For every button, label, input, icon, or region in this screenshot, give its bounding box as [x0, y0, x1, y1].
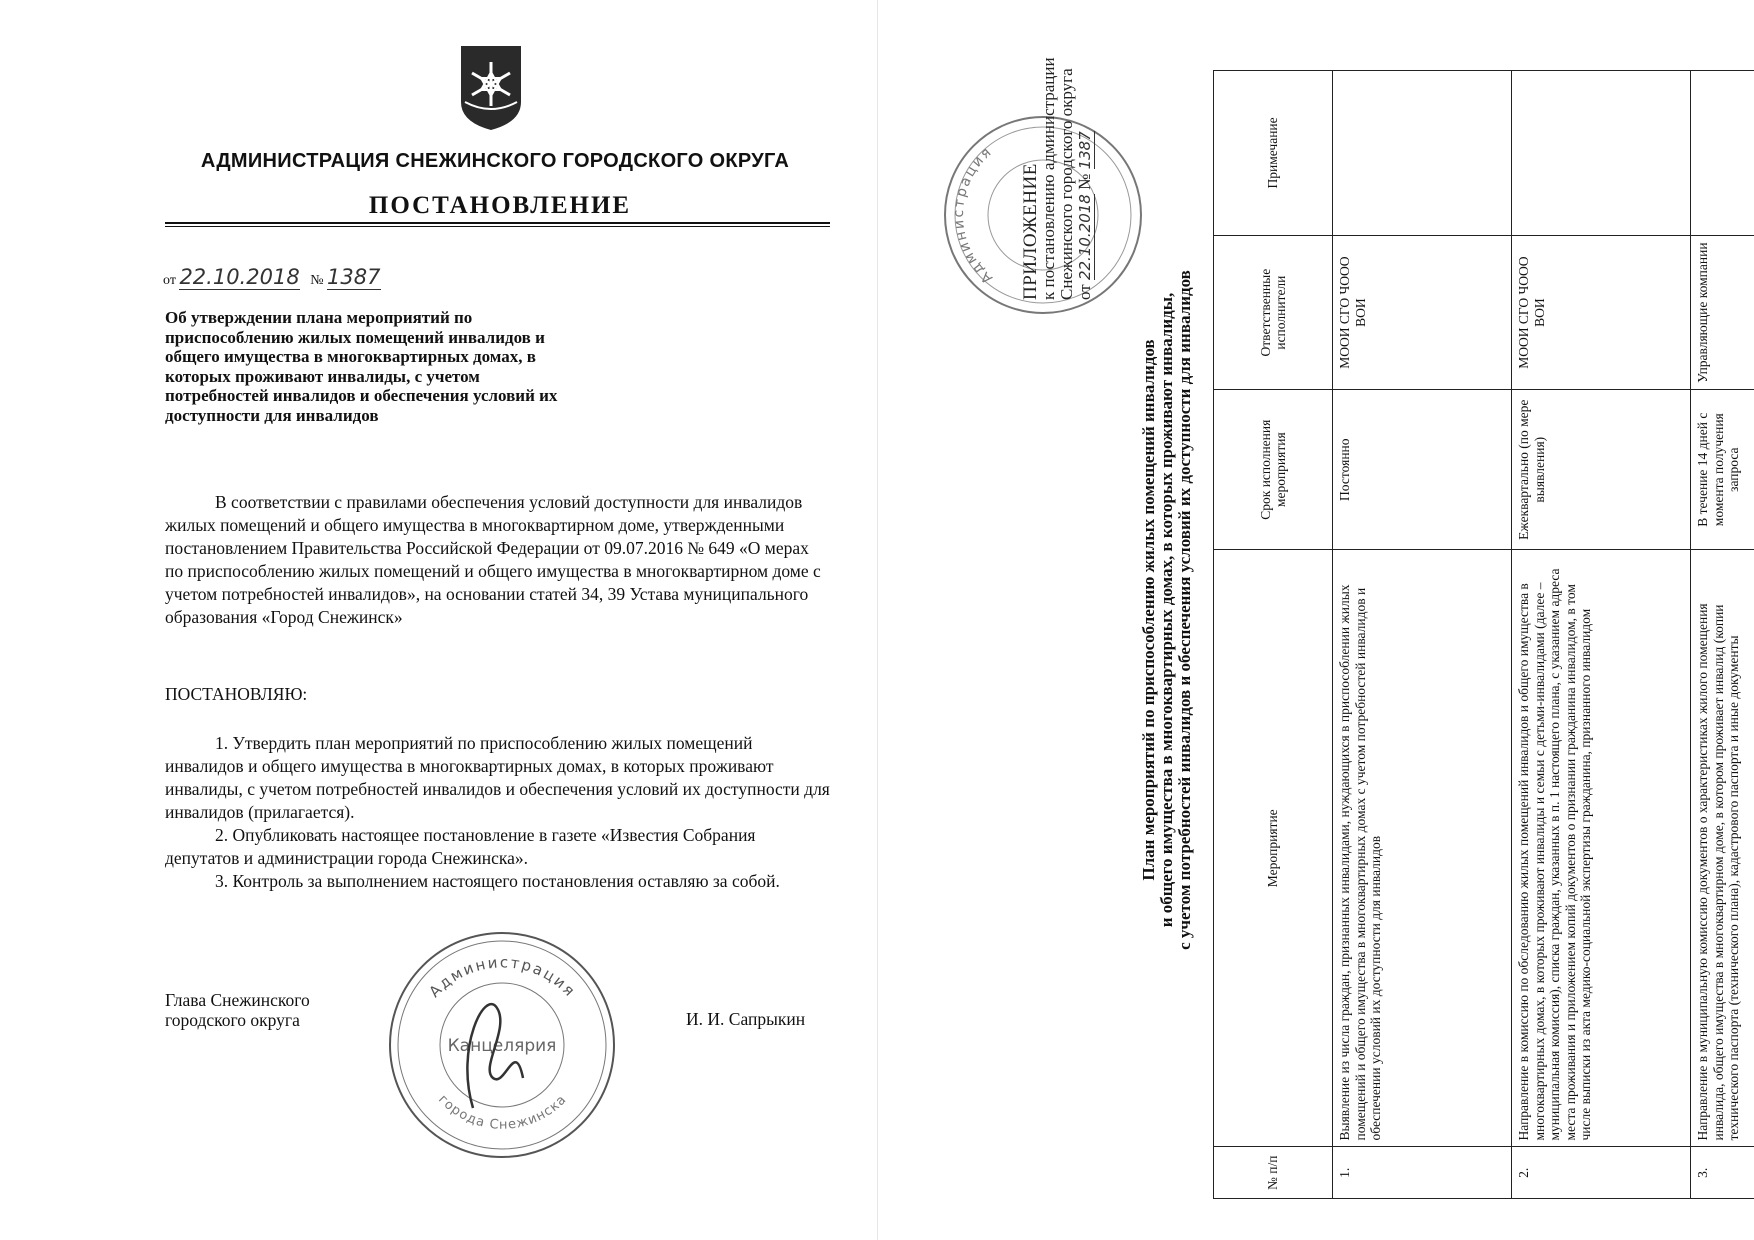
- cell-term: В течение 14 дней с момента получения запроса: [1691, 390, 1754, 550]
- signer-title-line: Глава Снежинского: [165, 990, 310, 1010]
- decree-item: 3. Контроль за выполнением настоящего постановления оставляю за собой.: [215, 871, 780, 891]
- cell-action: Выявление из числа граждан, признанных инвалидами, нуждающихся в приспособлении жилых помещений и общего имущества в многоквартирных домах с учетом потребностей инвалидов и обеспечении условий их доступности для инвалидов: [1333, 550, 1512, 1147]
- appendix-date-line: [1076, 50, 1095, 300]
- cell-term: Постоянно: [1333, 390, 1512, 550]
- svg-text:Администрация: [425, 953, 579, 1001]
- cell-num: 3.: [1691, 1147, 1754, 1199]
- appendix-seal-text: Администрация: [950, 143, 996, 287]
- cell-note: [1512, 71, 1691, 236]
- column-header: № п/п: [1214, 1147, 1333, 1199]
- table-row: [1512, 71, 1691, 1199]
- appendix-page: [877, 0, 1754, 1240]
- appendix-header: [1022, 50, 1095, 300]
- table-row: [1691, 71, 1754, 1199]
- decree-item: 2. Опубликовать настоящее постановление в газете «Известия Собрания депутатов и администрации города Снежинска».: [165, 825, 756, 868]
- coat-of-arms-icon: [457, 42, 525, 132]
- header-rule-thin: [165, 226, 830, 227]
- seal-text-top: Администрация: [425, 953, 580, 1001]
- decree-subject: Об утверждении плана мероприятий по приспособлению жилых помещений инвалидов и общего имущества в многоквартирных домах, в которых проживают инвалиды, с учетом потребностей инвалидов и обеспечения условий их доступности для инвалидов: [165, 308, 558, 425]
- office-seal-stamp: [385, 928, 620, 1163]
- column-header: Ответственные исполнители: [1214, 235, 1333, 390]
- document-type: ПОСТАНОВЛЕНИЕ: [368, 192, 632, 219]
- appendix-num: 1387: [1076, 131, 1094, 170]
- plan-title: [1140, 60, 1194, 1160]
- cell-num: 1.: [1333, 1147, 1512, 1199]
- cell-note: [1333, 71, 1512, 236]
- cell-executors: Управляющие компании: [1691, 235, 1754, 390]
- date-value: 22.10.2018: [179, 265, 300, 289]
- table-header-row: [1214, 71, 1333, 1199]
- cell-term: Ежеквартально (по мере выявления): [1512, 390, 1691, 550]
- appendix-title: ПРИЛОЖЕНИЕ: [1020, 163, 1041, 300]
- cell-note: [1691, 71, 1754, 236]
- seal-text-center: Канцелярия: [447, 1036, 557, 1056]
- plan-title-line: и общего имущества в многоквартирных домах, в которых проживают инвалиды,: [1157, 292, 1176, 928]
- date-number-line: [163, 265, 381, 290]
- header-rule: [165, 222, 830, 224]
- appendix-line: Снежинского городского округа: [1057, 68, 1076, 300]
- cell-action: Направление в муниципальную комиссию документов о характеристиках жилого помещения инвалида, общего имущества в многоквартирном доме, в котором проживает инвалид (копии технического паспорта (технического плана), кадастрового паспорта и иные документы: [1691, 550, 1754, 1147]
- cell-num: 2.: [1512, 1147, 1691, 1199]
- preamble-paragraph: В соответствии с правилами обеспечения условий доступности для инвалидов жилых помещений и общего имущества в многоквартирном доме, утвержденными постановлением Правительства Российской Федерации от 09.07.2016 № 649 «О мерах по приспособлению жилых помещений и общего имущества в многоквартирном доме с учетом потребностей инвалидов», на основании статей 34, 39 Устава муниципального образования «Город Снежинск»: [165, 492, 821, 627]
- cell-executors: МООИ СГО ЧООО ВОИ: [1512, 235, 1691, 390]
- svg-text:города Снежинска: [435, 1092, 570, 1133]
- cell-executors: МООИ СГО ЧООО ВОИ: [1333, 235, 1512, 390]
- plan-title-line: План мероприятий по приспособлению жилых помещений инвалидов: [1139, 339, 1158, 881]
- plan-title-line: с учетом потребностей инвалидов и обеспечения условий их доступности для инвалидов: [1175, 270, 1194, 950]
- date-prefix: от: [163, 273, 176, 288]
- column-header: Примечание: [1214, 71, 1333, 236]
- signer-title: [165, 990, 310, 1030]
- appendix-num-prefix: №: [1075, 173, 1094, 190]
- decree-items: [165, 732, 830, 893]
- signer-title-line: городского округа: [165, 1010, 300, 1030]
- cell-action: Направление в комиссию по обследованию жилых помещений инвалидов и общего имущества в многоквартирных домах, в которых проживают инвалиды и семьи с детьми-инвалидами (далее – муниципальная комиссия), списка граждан, указанных в п. 1 настоящего плана, с указанием адреса места проживания и приложением копий документов о признании гражданина инвалидом, в том числе выписки из акта медико-социальной экспертизы гражданина, признанного инвалидом: [1512, 550, 1691, 1147]
- appendix-date: 22.10.2018: [1076, 194, 1094, 281]
- table-row: [1333, 71, 1512, 1199]
- signer-name: И. И. Сапрыкин: [686, 1009, 806, 1029]
- decree-word: ПОСТАНОВЛЯЮ:: [165, 684, 308, 704]
- decree-item: 1. Утвердить план мероприятий по приспособлению жилых помещений инвалидов и общего имущества в многоквартирных домах, в которых проживают инвалиды, с учетом потребностей инвалидов и обеспечения условий их доступности для инвалидов (прилагается).: [165, 733, 830, 822]
- plan-table: [1213, 70, 1754, 1199]
- appendix-date-prefix: от: [1075, 284, 1094, 300]
- organization-name: АДМИНИСТРАЦИЯ СНЕЖИНСКОГО ГОРОДСКОГО ОКРУГА: [200, 150, 790, 172]
- rotated-appendix: [918, 50, 1741, 1200]
- column-header: Мероприятие: [1214, 550, 1333, 1147]
- seal-text-bottom: города Снежинска: [435, 1092, 570, 1133]
- signature-scribble: [467, 1004, 523, 1108]
- column-header: Срок исполнения мероприятия: [1214, 390, 1333, 550]
- appendix-line: к постановлению администрации: [1039, 57, 1058, 300]
- number-prefix: №: [310, 273, 324, 288]
- number-value: 1387: [327, 265, 381, 289]
